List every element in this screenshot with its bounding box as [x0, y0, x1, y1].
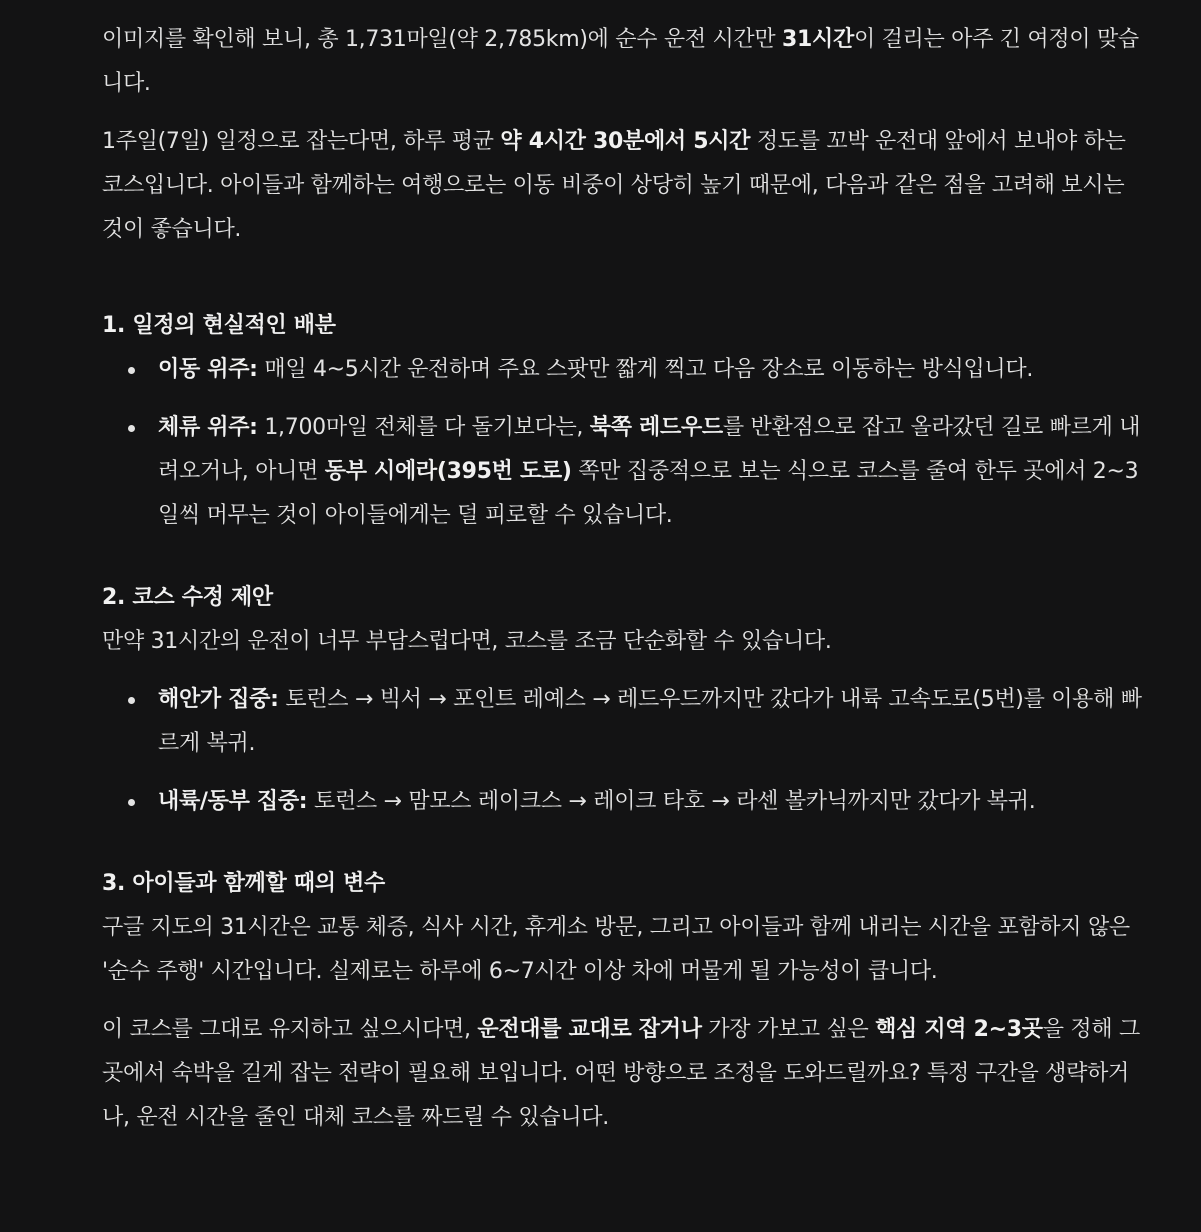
- intro-paragraph-1: [102, 18, 1148, 106]
- section-2-intro: 만약 31시간의 운전이 너무 부담스럽다면, 코스를 조금 단순화할 수 있습니다.: [102, 629, 832, 654]
- spacer: [102, 838, 1148, 862]
- item-text: 토런스 → 맘모스 레이크스 → 레이크 타호 → 라센 볼카닉까지만 갔다가 복귀.: [307, 789, 1036, 814]
- item-bold: 핵심 지역 2~3곳: [875, 1017, 1043, 1042]
- item-bold: 동부 시에라(395번 도로): [324, 459, 572, 484]
- item-text: 이 코스를 그대로 유지하고 싶으시다면,: [102, 1017, 478, 1042]
- section-1-heading: 1. 일정의 현실적인 배분: [102, 313, 336, 338]
- intro-text: 정도를 꼬박 운전대 앞에서 보내야 하는 코스입니다. 아이들과 함께하는 여행으로는 이동 비중이 상당히 높기 때문에, 다음과 같은 점을 고려해 보시는 것이 좋습니다.: [102, 129, 1126, 242]
- item-text: 쪽만 집중적으로 보는 식으로 코스를 줄여 한두 곳에서 2~3일씩 머무는 것이 아이들에게는 덜 피로할 수 있습니다.: [158, 459, 1139, 528]
- item-bold: 북쪽 레드우드: [589, 415, 723, 440]
- item-text: 1,700마일 전체를 다 돌기보다는,: [257, 415, 590, 440]
- item-label: 이동 위주:: [158, 357, 258, 382]
- intro-text: 1주일(7일) 일정으로 잡는다면, 하루 평균: [102, 129, 501, 154]
- item-text: 을 정해 그곳에서 숙박을 길게 잡는 전략이 필요해 보입니다. 어떤 방향으로 조정을 도와드릴까요? 특정 구간을 생략하거나, 운전 시간을 줄인 대체 코스를 짜드릴 수 있습니다.: [102, 1017, 1140, 1130]
- list-item: [158, 678, 1148, 766]
- spacer: [102, 266, 1148, 304]
- item-label: 해안가 집중:: [158, 687, 279, 712]
- item-text: 가장 가보고 싶은: [701, 1017, 876, 1042]
- spacer: [102, 552, 1148, 576]
- item-text: 토런스 → 빅서 → 포인트 레예스 → 레드우드까지만 갔다가 내륙 고속도로(5번)를 이용해 빠르게 복귀.: [158, 687, 1142, 756]
- intro-paragraph-2: [102, 120, 1148, 252]
- intro-bold: 31시간: [782, 27, 854, 52]
- section-3-paragraph-1: 구글 지도의 31시간은 교통 체증, 식사 시간, 휴게소 방문, 그리고 아이들과 함께 내리는 시간을 포함하지 않은 '순수 주행' 시간입니다. 실제로는 하루에 6~7시간 이상 차에 머물게 될 가능성이 큽니다.: [102, 915, 1130, 984]
- intro-text: 이 걸리는 아주 긴 여정이 맞습니다.: [102, 27, 1139, 96]
- chat-response: [102, 18, 1148, 1154]
- list-item: [158, 780, 1148, 824]
- intro-text: 이미지를 확인해 보니, 총 1,731마일(약 2,785km)에 순수 운전 시간만: [102, 27, 783, 52]
- item-label: 내륙/동부 집중:: [158, 789, 308, 814]
- section-2-heading: 2. 코스 수정 제안: [102, 585, 273, 610]
- section-3-heading: 3. 아이들과 함께할 때의 변수: [102, 871, 385, 896]
- section-3-paragraph-2: [102, 1008, 1148, 1140]
- item-text: 매일 4~5시간 운전하며 주요 스팟만 짧게 찍고 다음 장소로 이동하는 방식입니다.: [257, 357, 1034, 382]
- intro-bold: 약 4시간 30분에서 5시간: [500, 129, 751, 154]
- section-2-list: [102, 678, 1148, 824]
- item-label: 체류 위주:: [158, 415, 258, 440]
- list-item: [158, 406, 1148, 538]
- item-bold: 운전대를 교대로 잡거나: [477, 1017, 702, 1042]
- section-1-list: [102, 348, 1148, 538]
- list-item: [158, 348, 1148, 392]
- item-text: 를 반환점으로 잡고 올라갔던 길로 빠르게 내려오거나, 아니면: [158, 415, 1141, 484]
